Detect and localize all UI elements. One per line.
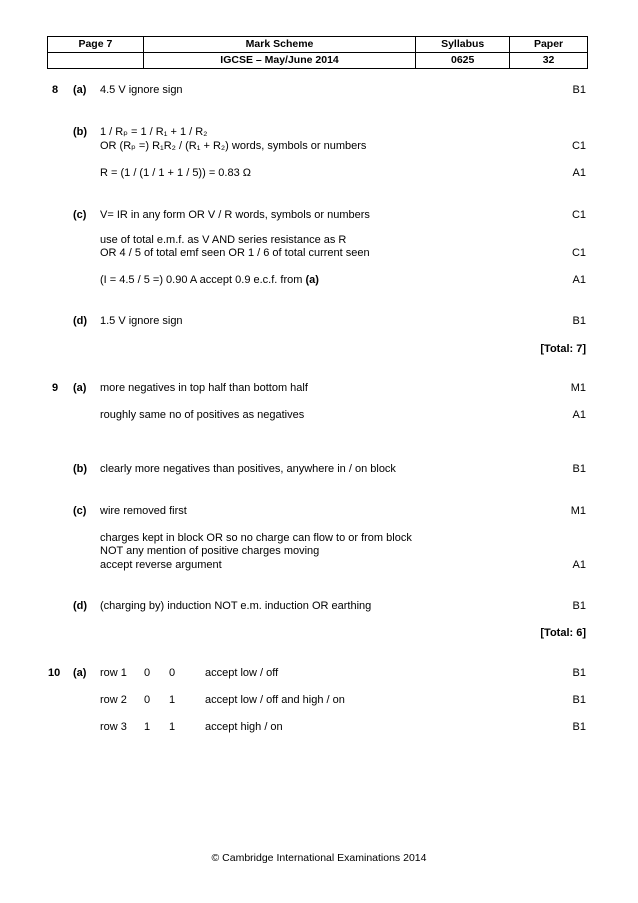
header-page: Page 7: [48, 37, 144, 53]
row-value-1: 1: [144, 721, 151, 733]
row-value-2: 1: [169, 721, 176, 733]
question-number: 10: [48, 667, 61, 679]
mark: C1: [571, 247, 586, 259]
answer-text: OR (Rₚ =) R₁R₂ / (R₁ + R₂) words, symbols or numbers: [100, 140, 367, 152]
part-label: (d): [73, 600, 88, 612]
answer-text: 1 / Rₚ = 1 / R₁ + 1 / R₂: [100, 126, 208, 138]
part-label: (c): [73, 209, 87, 221]
row-value-2: 1: [169, 694, 176, 706]
mark: B1: [572, 463, 586, 475]
question-number: 8: [52, 84, 59, 96]
part-label: (a): [73, 382, 87, 394]
header-row-1: [48, 37, 588, 53]
header-syllabus-code: 0625: [416, 53, 510, 69]
mark: A1: [572, 167, 586, 179]
mark: A1: [572, 409, 586, 421]
answer-text: roughly same no of positives as negatives: [100, 409, 305, 421]
answer-text: OR 4 / 5 of total emf seen OR 1 / 6 of total current seen: [100, 247, 370, 259]
part-label: (c): [73, 505, 87, 517]
row-label: row 1: [100, 667, 127, 679]
answer-text: 4.5 V ignore sign: [100, 84, 183, 96]
answer-text: (charging by) induction NOT e.m. induction OR earthing: [100, 600, 372, 612]
row-label: row 3: [100, 721, 127, 733]
mark: B1: [572, 600, 586, 612]
part-label: (b): [73, 463, 88, 475]
row-note: accept low / off: [205, 667, 279, 679]
row-value-2: 0: [169, 667, 176, 679]
answer-text: clearly more negatives than positives, anywhere in / on block: [100, 463, 396, 475]
answer-text: use of total e.m.f. as V AND series resistance as R: [100, 234, 347, 246]
part-label: (a): [73, 84, 87, 96]
row-note: accept low / off and high / on: [205, 694, 345, 706]
mark: M1: [570, 505, 586, 517]
answer-text: [100, 273, 319, 287]
header-row-2: [48, 53, 588, 69]
answer-text: accept reverse argument: [100, 559, 222, 571]
part-label: (a): [73, 667, 87, 679]
question-total: [Total: 6]: [540, 627, 586, 639]
mark: A1: [572, 559, 586, 571]
answer-text-main: (I = 4.5 / 5 =) 0.90 A accept 0.9 e.c.f. from: [100, 274, 303, 286]
mark: M1: [570, 382, 586, 394]
header-blank: [48, 53, 144, 69]
header-title: Mark Scheme: [143, 37, 415, 53]
mark: C1: [571, 209, 586, 221]
page-footer: © Cambridge International Examinations 2014: [211, 852, 427, 864]
answer-text: 1.5 V ignore sign: [100, 315, 183, 327]
question-number: 9: [52, 382, 59, 394]
row-value-1: 0: [144, 694, 151, 706]
row-value-1: 0: [144, 667, 151, 679]
answer-text: charges kept in block OR so no charge can flow to or from block: [100, 532, 412, 544]
ecf-reference: (a): [305, 274, 319, 286]
mark: B1: [572, 667, 586, 679]
header-table: [47, 36, 588, 69]
part-label: (b): [73, 126, 88, 138]
answer-text: NOT any mention of positive charges moving: [100, 545, 320, 557]
header-paper-number: 32: [510, 53, 588, 69]
part-label: (d): [73, 315, 88, 327]
question-total: [Total: 7]: [540, 343, 586, 355]
header-paper-label: Paper: [510, 37, 588, 53]
mark: A1: [572, 274, 586, 286]
mark: C1: [571, 140, 586, 152]
header-syllabus-label: Syllabus: [416, 37, 510, 53]
answer-text: V= IR in any form OR V / R words, symbols or numbers: [100, 209, 370, 221]
row-label: row 2: [100, 694, 127, 706]
mark: B1: [572, 694, 586, 706]
answer-text: more negatives in top half than bottom half: [100, 382, 308, 394]
answer-text: wire removed first: [100, 505, 187, 517]
mark: B1: [572, 721, 586, 733]
mark: B1: [572, 84, 586, 96]
row-note: accept high / on: [205, 721, 283, 733]
header-exam: IGCSE – May/June 2014: [143, 53, 415, 69]
mark: B1: [572, 315, 586, 327]
answer-text: R = (1 / (1 / 1 + 1 / 5)) = 0.83 Ω: [100, 167, 251, 179]
